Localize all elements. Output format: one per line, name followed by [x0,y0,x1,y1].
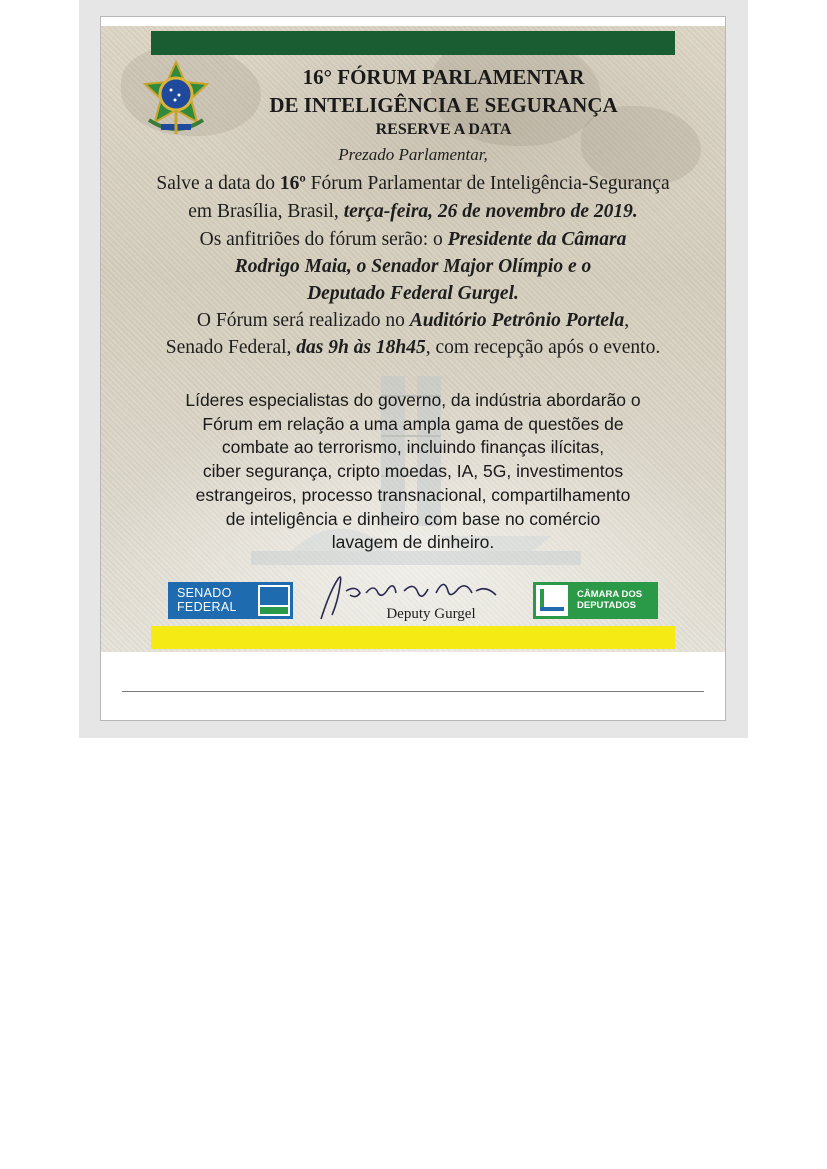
yellow-footer-bar [151,626,675,649]
hosts-line-1: Os anfitriões do fórum serão: o Presidente da Câmara [199,229,627,250]
description-line: Fórum em relação a uma ampla gama de questões de [202,414,624,434]
green-header-bar [151,31,675,55]
senado-logo-line-2: FEDERAL [177,600,237,614]
camara-deputados-logo [533,582,658,619]
camara-logo-line-1: CÂMARA DOS [577,589,643,600]
venue-line-1: O Fórum será realizado no Auditório Petrônio Portela, [196,310,630,331]
invitation-image [101,26,725,652]
divider-line [122,691,704,692]
hosts-line-2: Rodrigo Maia, o Senador Major Olímpio e o [234,256,592,277]
description-line: estrangeiros, processo transnacional, compartilhamento [195,485,631,505]
signatory-name: Deputy Gurgel [386,606,476,622]
greeting: Prezado Parlamentar, [338,145,488,164]
venue-line-2: Senado Federal, das 9h às 18h45, com recepção após o evento. [165,337,661,358]
camara-emblem-icon [536,585,568,616]
description-line: combate ao terrorismo, incluindo finanças ilícitas, [221,437,605,457]
forum-title-line-2: DE INTELIGÊNCIA E SEGURANÇA [269,93,618,117]
description-line: lavagem de dinheiro. [331,532,495,552]
save-date-line: Salve a data do 16º Fórum Parlamentar de Inteligência-Segurança [156,173,670,194]
senado-federal-logo [168,582,293,619]
senado-emblem-icon [258,585,290,616]
description-line: Líderes especialistas do governo, da indústria abordarão o [185,390,641,410]
hosts-line-3: Deputado Federal Gurgel. [307,283,519,304]
coat-of-arms-icon [135,60,217,140]
description-line: de inteligência e dinheiro com base no comércio [225,509,601,529]
reserve-date-heading: RESERVE A DATA [375,121,512,138]
camara-logo-line-2: DEPUTADOS [577,600,636,611]
date-line: em Brasília, Brasil, terça-feira, 26 de novembro de 2019. [188,201,638,222]
forum-title-line-1: 16° FÓRUM PARLAMENTAR [302,65,585,89]
senado-logo-line-1: SENADO [177,586,232,600]
description-line: ciber segurança, cripto moedas, IA, 5G, investimentos [202,461,624,481]
